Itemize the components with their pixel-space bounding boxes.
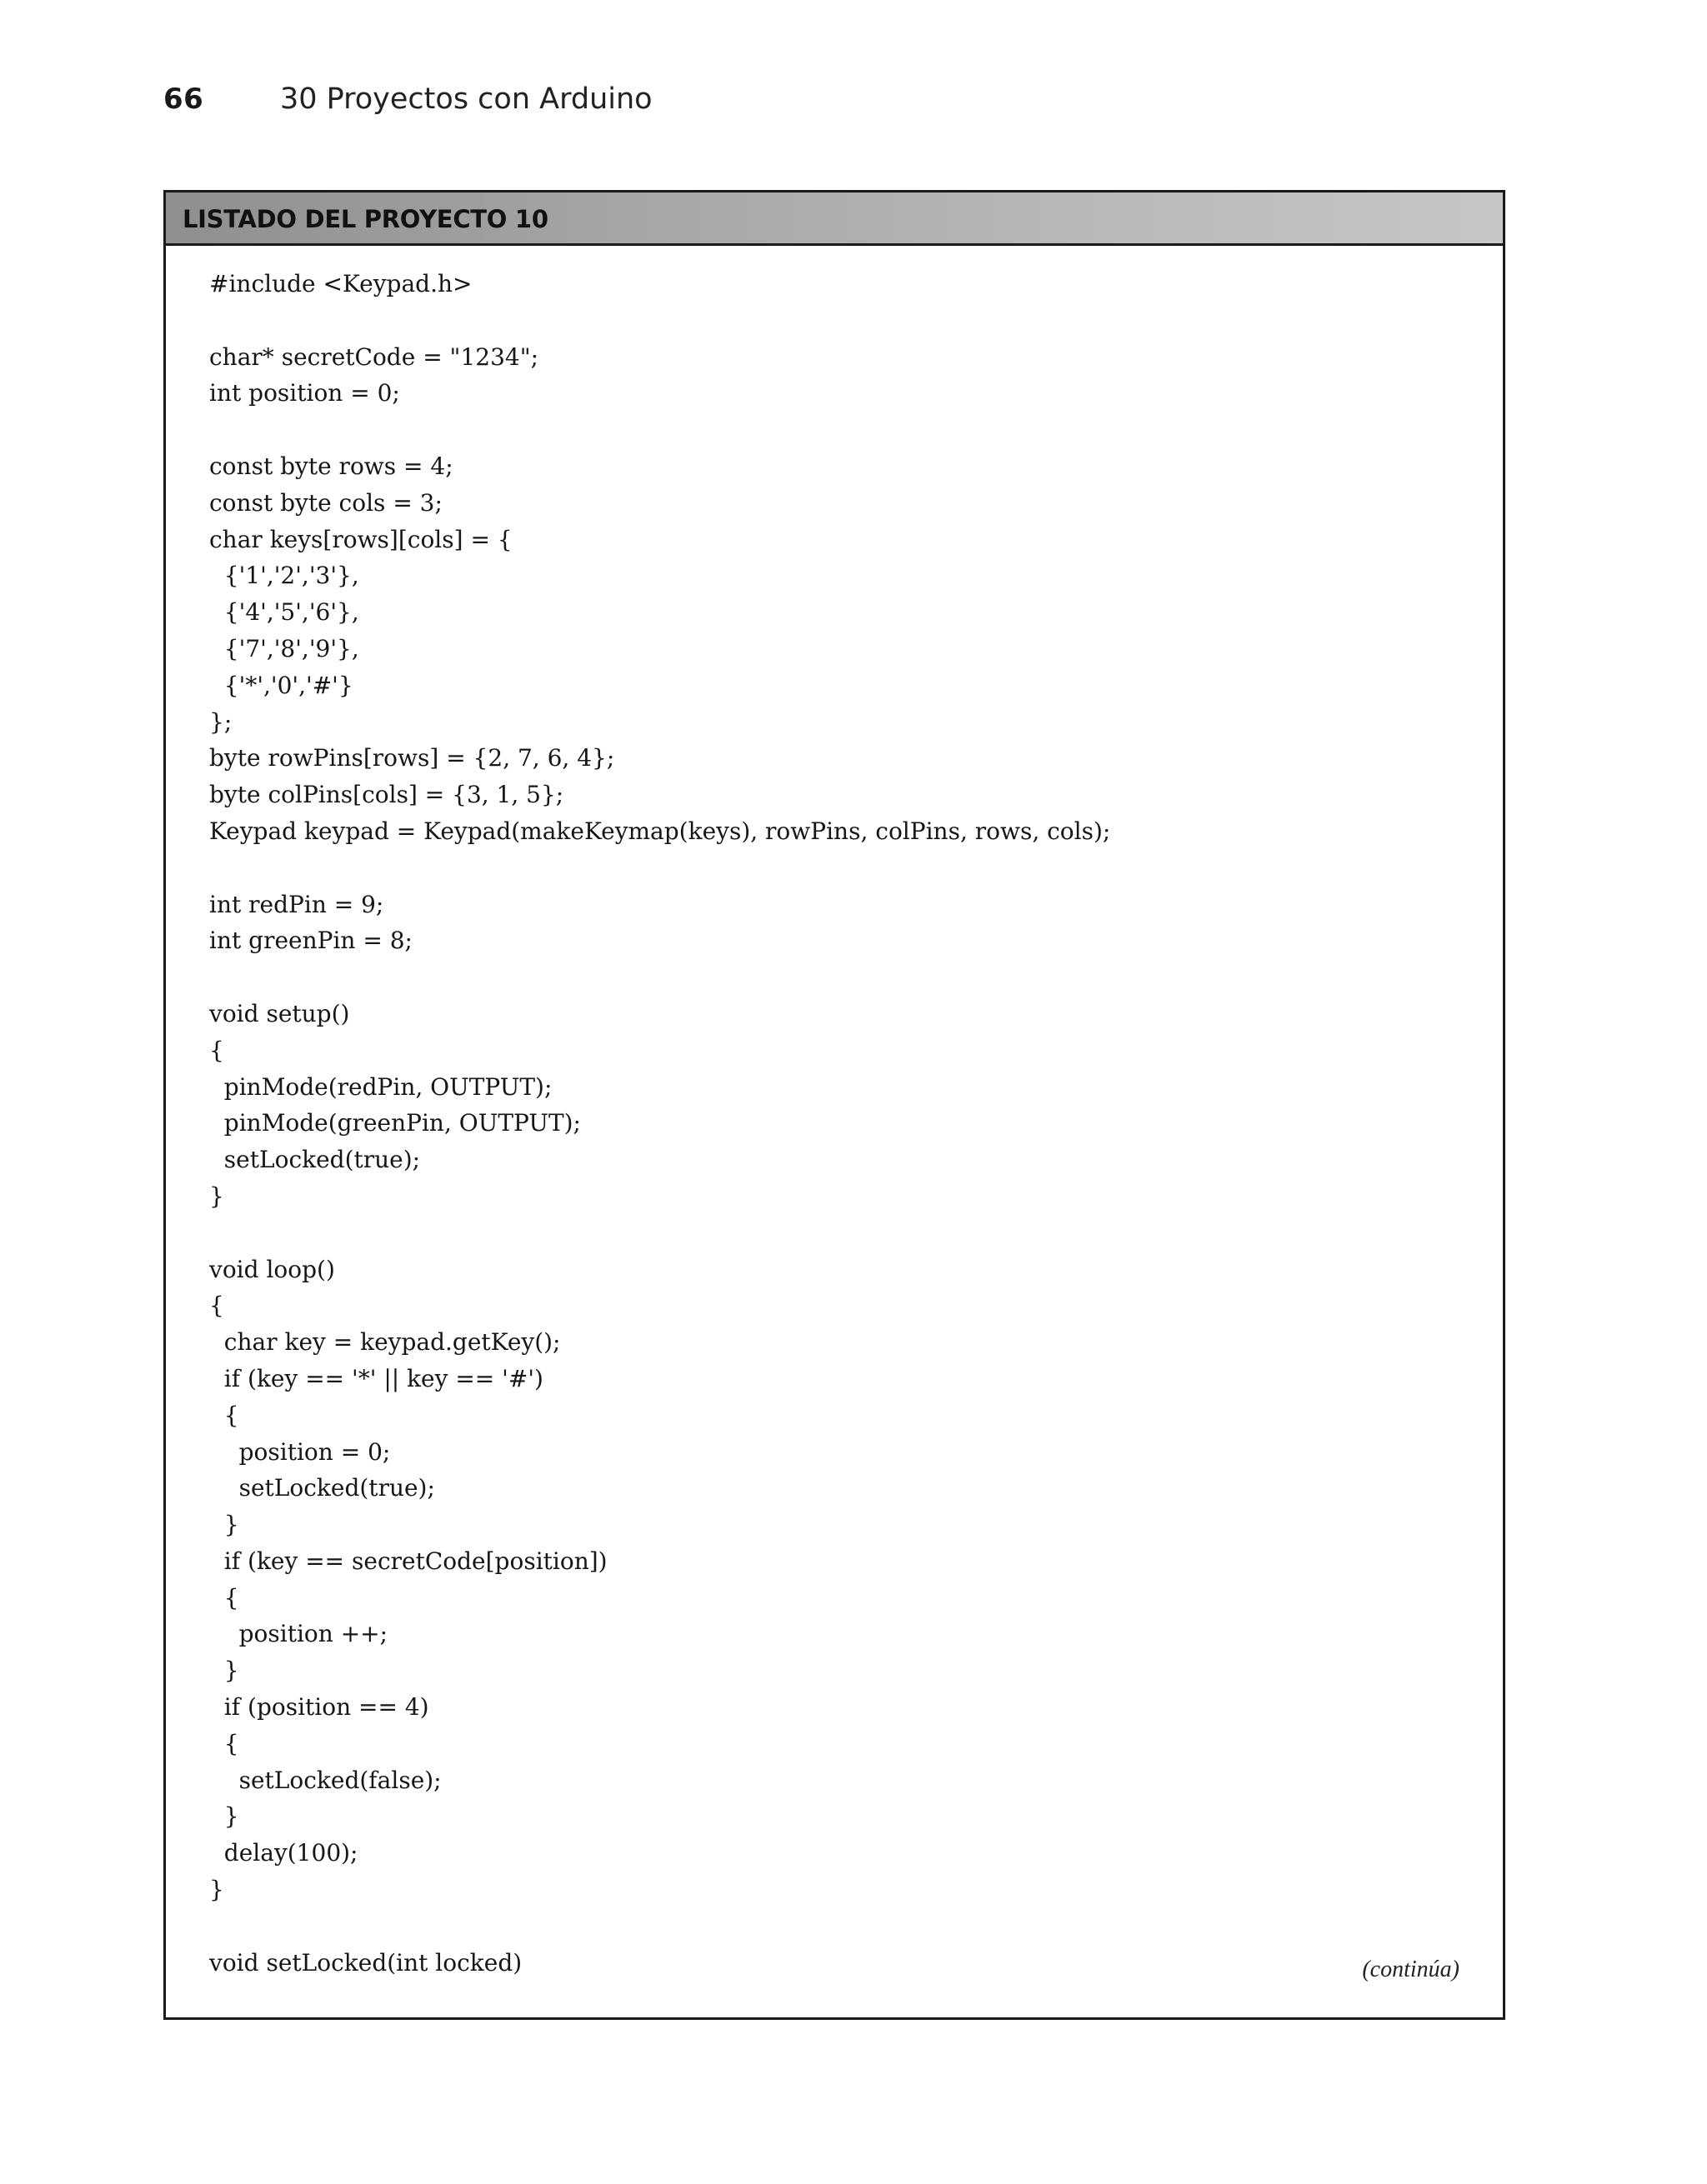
code-line: char* secretCode = "1234"; [209,342,539,371]
code-line: { [209,1583,239,1612]
code-line [209,850,1110,887]
code-line: position ++; [209,1620,388,1648]
code-line: {'*','0','#'} [209,671,353,699]
listing-header-bar [166,192,1503,246]
code-line: void setup() [209,999,350,1027]
code-line: delay(100); [209,1839,358,1867]
code-line: } [209,1511,239,1539]
code-line: { [209,1036,224,1064]
listing-title: LISTADO DEL PROYECTO 10 [183,205,548,233]
code-line: #include <Keypad.h> [209,270,473,297]
code-line: setLocked(true); [209,1146,421,1174]
code-line: {'1','2','3'}, [209,562,359,590]
code-line: int greenPin = 8; [209,927,413,955]
continued-label: (continúa) [1362,1957,1459,1982]
code-line [209,1215,1110,1252]
code-line: } [209,1657,239,1685]
code-line: {'4','5','6'}, [209,598,359,627]
code-listing-box [163,190,1505,2020]
code-line: } [209,1802,239,1831]
code-line: byte rowPins[rows] = {2, 7, 6, 4}; [209,744,615,772]
code-line [209,412,1110,448]
code-line [209,302,1110,339]
code-line: }; [209,707,233,736]
page-number: 66 [163,82,204,116]
code-line: } [209,1876,224,1904]
code-line: setLocked(false); [209,1766,442,1794]
code-line: char keys[rows][cols] = { [209,525,513,553]
code-line: void setLocked(int locked) [209,1948,523,1977]
code-line: pinMode(redPin, OUTPUT); [209,1072,553,1101]
code-line: pinMode(greenPin, OUTPUT); [209,1109,581,1137]
code-line: byte colPins[cols] = {3, 1, 5}; [209,781,564,809]
code-line: Keypad keypad = Keypad(makeKeymap(keys), rowPins, colPins, rows, cols); [209,817,1111,845]
code-line: int redPin = 9; [209,890,384,918]
code-block [209,266,1110,1981]
book-title: 30 Proyectos con Arduino [280,82,653,116]
code-line: if (key == '*' || key == '#') [209,1364,543,1392]
code-line: const byte cols = 3; [209,488,443,517]
code-line: char key = keypad.getKey(); [209,1328,561,1357]
code-line: const byte rows = 4; [209,452,453,480]
code-line: setLocked(true); [209,1474,435,1502]
code-line: {'7','8','9'}, [209,634,359,662]
code-line: { [209,1292,224,1320]
code-line [209,959,1110,996]
code-line: } [209,1182,224,1210]
code-line: { [209,1729,239,1757]
code-line [209,1908,1110,1945]
code-line: position = 0; [209,1437,391,1466]
code-line: if (key == secretCode[position]) [209,1547,608,1575]
code-line: if (position == 4) [209,1693,429,1722]
code-line: void loop() [209,1255,335,1283]
code-line: int position = 0; [209,379,400,407]
code-line: { [209,1401,239,1429]
